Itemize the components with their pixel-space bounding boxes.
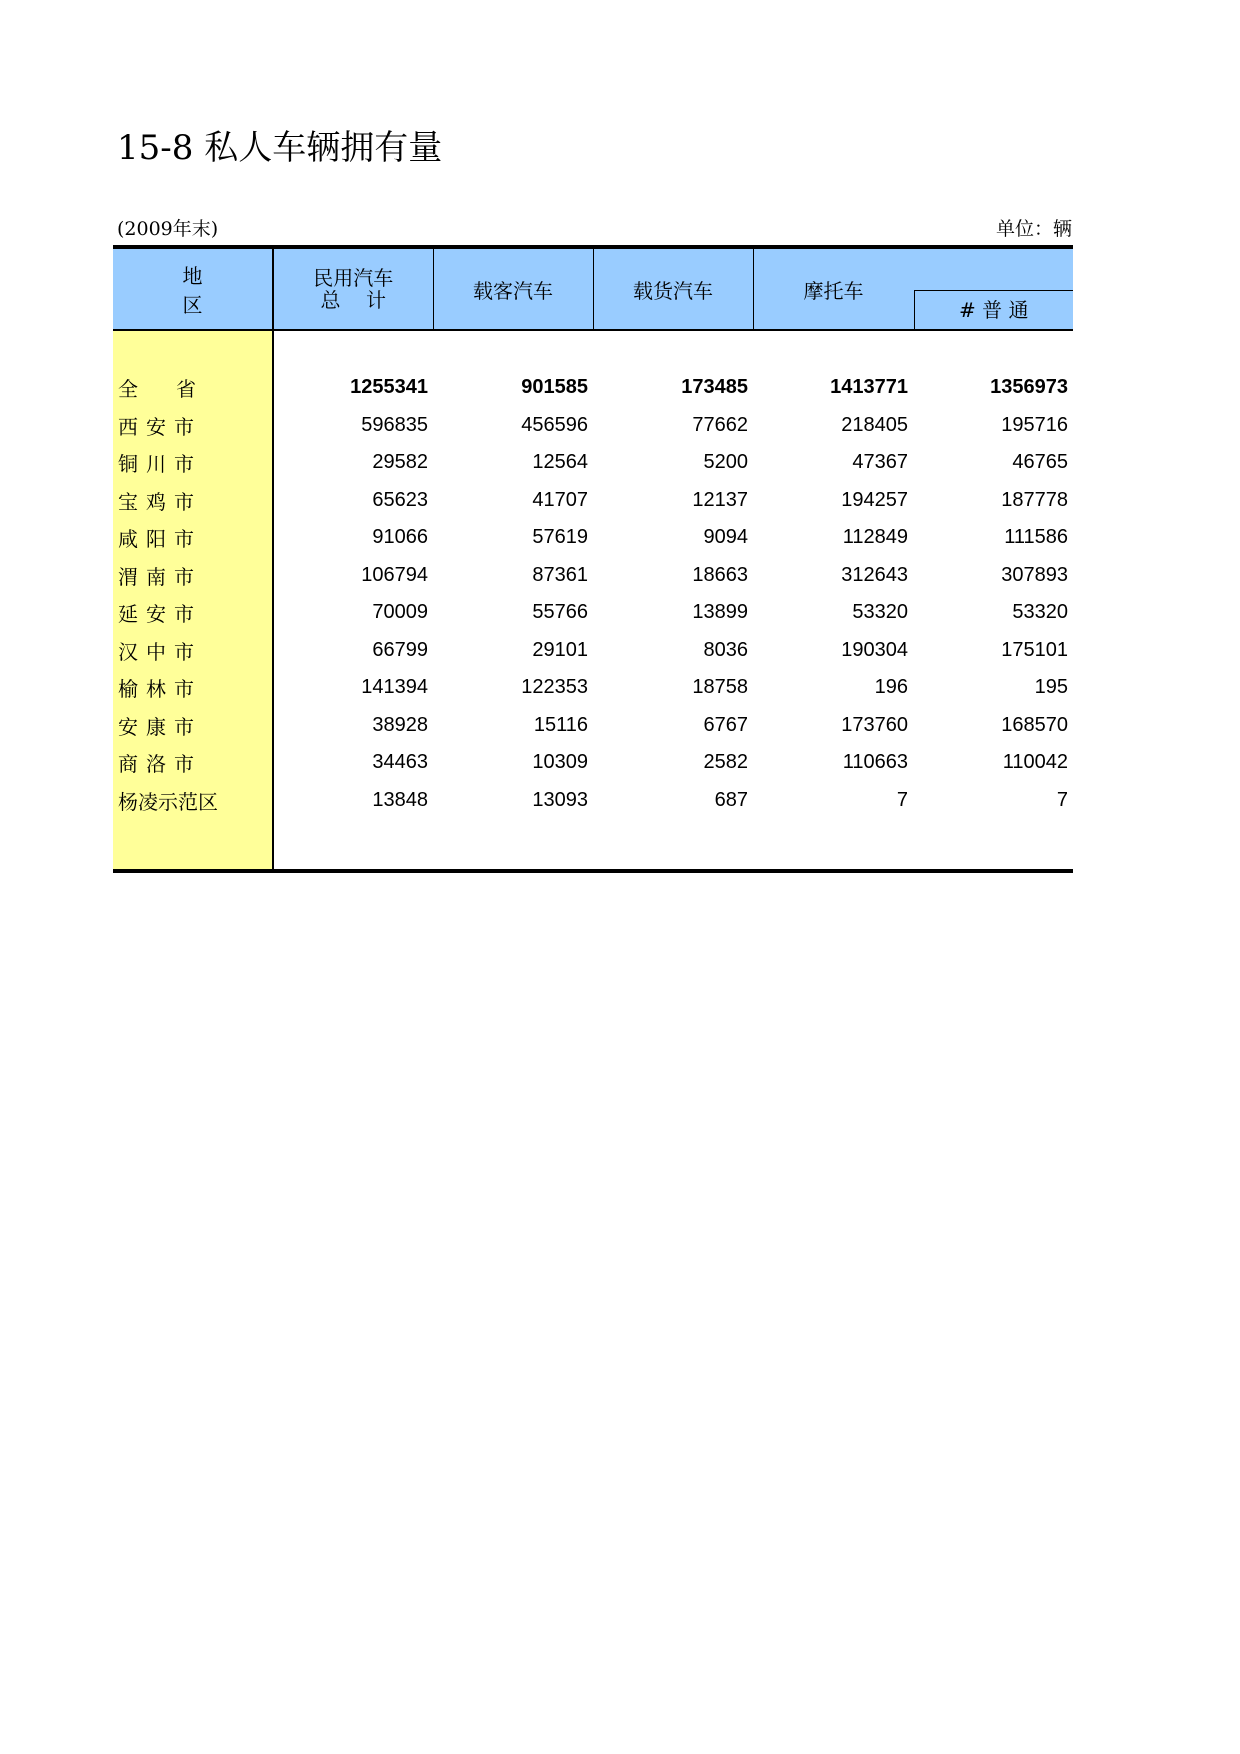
footer-region-cell xyxy=(113,819,273,871)
passenger-cell: 10309 xyxy=(532,751,588,774)
cargo-cell: 173485 xyxy=(681,376,748,399)
table-row xyxy=(113,407,1073,445)
region-cell xyxy=(113,369,273,407)
region-name: 西安市 xyxy=(118,414,202,439)
region-cell xyxy=(113,519,273,557)
cargo-cell: 8036 xyxy=(703,638,748,661)
table-row xyxy=(113,632,1073,670)
region-name: 商洛市 xyxy=(118,752,202,777)
spacer-cell xyxy=(273,330,433,369)
passenger-cell: 12564 xyxy=(532,451,588,474)
passenger-cell: 29101 xyxy=(532,638,588,661)
motorcycle-cell: 7 xyxy=(896,788,908,811)
table-row xyxy=(113,782,1073,820)
table-row xyxy=(113,557,1073,595)
civil-total-cell: 141394 xyxy=(361,676,428,699)
civil-total-cell: 91066 xyxy=(372,526,428,549)
cargo-cell: 6767 xyxy=(703,713,748,736)
civil-total-cell: 1255341 xyxy=(350,376,428,399)
vehicle-ownership-table xyxy=(113,245,1073,873)
table-row xyxy=(113,669,1073,707)
cargo-cell: 687 xyxy=(714,788,748,811)
passenger-cell: 13093 xyxy=(532,788,588,811)
header-motorcycle: 摩托车 xyxy=(803,278,864,303)
region-name: 铜川市 xyxy=(118,452,202,477)
cargo-cell: 13899 xyxy=(692,601,748,624)
spacer-cell xyxy=(753,330,913,369)
cargo-cell: 18663 xyxy=(692,563,748,586)
table-row xyxy=(113,707,1073,745)
region-name: 全省 xyxy=(118,377,234,402)
footer-cell xyxy=(913,819,1073,871)
region-name: 安康市 xyxy=(118,714,202,739)
ordinary-cell: 1356973 xyxy=(990,376,1068,399)
header-civil-total-line1: 民用汽车 xyxy=(313,266,394,290)
table-row xyxy=(113,482,1073,520)
motorcycle-cell: 194257 xyxy=(841,488,908,511)
civil-total-cell: 596835 xyxy=(361,413,428,436)
passenger-cell: 41707 xyxy=(532,488,588,511)
cargo-cell: 12137 xyxy=(692,488,748,511)
motorcycle-cell: 110663 xyxy=(842,751,908,774)
table-header-row xyxy=(113,247,1073,330)
spacer-row xyxy=(113,330,1073,369)
region-name: 榆林市 xyxy=(118,677,202,702)
cargo-cell: 77662 xyxy=(692,413,748,436)
region-cell xyxy=(113,744,273,782)
table-row xyxy=(113,444,1073,482)
region-name: 汉中市 xyxy=(118,639,202,664)
ordinary-cell: 307893 xyxy=(1001,563,1068,586)
ordinary-cell: 111586 xyxy=(1004,526,1068,549)
table-row xyxy=(113,519,1073,557)
region-cell xyxy=(113,632,273,670)
civil-total-cell: 66799 xyxy=(372,638,428,661)
civil-total-cell: 65623 xyxy=(372,488,428,511)
civil-total-cell: 34463 xyxy=(372,751,428,774)
region-cell xyxy=(113,594,273,632)
table-row xyxy=(113,369,1073,407)
region-name: 渭南市 xyxy=(118,564,202,589)
table-row xyxy=(113,744,1073,782)
region-name: 杨凌示范区 xyxy=(118,789,218,814)
spacer-region-cell xyxy=(113,330,273,369)
region-name: 延安市 xyxy=(118,602,202,627)
header-motorcycle-group xyxy=(753,247,1073,330)
header-civil-total xyxy=(273,247,433,330)
spacer-cell xyxy=(433,330,593,369)
passenger-cell: 456596 xyxy=(521,413,588,436)
civil-total-cell: 70009 xyxy=(372,601,428,624)
header-ordinary: # 普 通 xyxy=(914,290,1074,329)
motorcycle-cell: 218405 xyxy=(841,413,908,436)
ordinary-cell: 195 xyxy=(1034,676,1068,699)
motorcycle-cell: 196 xyxy=(874,676,908,699)
ordinary-cell: 46765 xyxy=(1012,451,1068,474)
ordinary-cell: 168570 xyxy=(1001,713,1068,736)
cargo-cell: 9094 xyxy=(703,526,748,549)
civil-total-cell: 38928 xyxy=(372,713,428,736)
ordinary-cell: 7 xyxy=(1056,788,1068,811)
region-cell xyxy=(113,444,273,482)
motorcycle-cell: 173760 xyxy=(841,713,908,736)
motorcycle-cell: 1413771 xyxy=(830,376,908,399)
motorcycle-cell: 312643 xyxy=(841,563,908,586)
footer-cell xyxy=(433,819,593,871)
footer-cell xyxy=(593,819,753,871)
passenger-cell: 901585 xyxy=(521,376,588,399)
header-cargo: 载货汽车 xyxy=(593,247,753,330)
cargo-cell: 18758 xyxy=(692,676,748,699)
motorcycle-cell: 47367 xyxy=(852,451,908,474)
header-civil-total-line2: 总 计 xyxy=(320,288,386,312)
region-cell xyxy=(113,669,273,707)
spacer-cell xyxy=(913,330,1073,369)
region-cell xyxy=(113,782,273,820)
motorcycle-cell: 190304 xyxy=(841,638,908,661)
spacer-cell xyxy=(593,330,753,369)
header-region: 地区 xyxy=(113,247,273,330)
region-name: 咸阳市 xyxy=(118,527,202,552)
passenger-cell: 87361 xyxy=(532,563,588,586)
year-note: (2009年末) xyxy=(117,218,219,240)
cargo-cell: 2582 xyxy=(703,751,748,774)
region-cell xyxy=(113,707,273,745)
civil-total-cell: 13848 xyxy=(372,788,428,811)
region-cell xyxy=(113,557,273,595)
motorcycle-cell: 53320 xyxy=(852,601,908,624)
header-passenger: 载客汽车 xyxy=(433,247,593,330)
page-title: 15-8 私人车辆拥有量 xyxy=(117,128,443,168)
region-name: 宝鸡市 xyxy=(118,489,202,514)
unit-note: 单位：辆 xyxy=(995,218,1072,240)
ordinary-cell: 110042 xyxy=(1002,751,1068,774)
ordinary-cell: 187778 xyxy=(1001,488,1068,511)
passenger-cell: 122353 xyxy=(521,676,588,699)
footer-cell xyxy=(753,819,913,871)
footer-cell xyxy=(273,819,433,871)
region-cell xyxy=(113,407,273,445)
passenger-cell: 15116 xyxy=(533,713,588,736)
region-cell xyxy=(113,482,273,520)
civil-total-cell: 29582 xyxy=(372,451,428,474)
table-row xyxy=(113,594,1073,632)
cargo-cell: 5200 xyxy=(703,451,748,474)
table-footer-row xyxy=(113,819,1073,871)
ordinary-cell: 53320 xyxy=(1012,601,1068,624)
passenger-cell: 55766 xyxy=(532,601,588,624)
ordinary-cell: 175101 xyxy=(1001,638,1068,661)
civil-total-cell: 106794 xyxy=(361,563,428,586)
motorcycle-cell: 112849 xyxy=(842,526,908,549)
ordinary-cell: 195716 xyxy=(1001,413,1068,436)
passenger-cell: 57619 xyxy=(532,526,588,549)
